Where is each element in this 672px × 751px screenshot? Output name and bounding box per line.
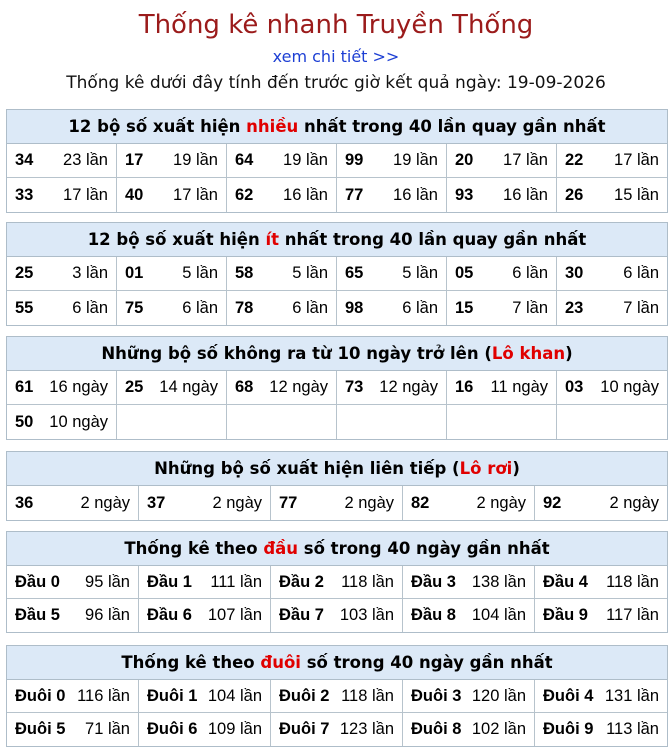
stat-value: 118 lần	[606, 572, 659, 591]
stat-key: 33	[15, 185, 34, 204]
stat-cell	[227, 144, 337, 178]
stat-key: Đuôi 0	[15, 686, 66, 705]
lo-roi-table	[6, 451, 668, 521]
stat-cell	[271, 566, 403, 599]
heading-text: nhất trong 40 lần quay gần nhất	[298, 117, 606, 136]
stat-cell	[557, 291, 667, 325]
stat-key: 05	[455, 264, 474, 282]
stat-value: 23 lần	[63, 151, 108, 169]
stat-key: 92	[543, 493, 562, 512]
stat-value: 123 lần	[339, 720, 394, 738]
section-heading	[7, 452, 667, 486]
stat-value: 3 lần	[72, 264, 108, 282]
stat-cell	[7, 680, 139, 713]
stat-cell	[139, 680, 271, 713]
stat-cell	[535, 713, 667, 746]
stat-value: 120 lần	[471, 686, 526, 705]
stat-key: 62	[235, 185, 254, 204]
stat-key: 16	[455, 378, 474, 396]
heading-text: 12 bộ số xuất hiện	[68, 117, 247, 136]
stat-cell	[271, 680, 403, 713]
stat-value: 10 ngày	[600, 378, 659, 396]
heading-text: Những bộ số xuất hiện liên tiếp (	[154, 459, 460, 478]
heading-text: nhất trong 40 lần quay gần nhất	[279, 230, 587, 249]
stat-cell	[7, 291, 117, 325]
stat-cell	[337, 405, 447, 439]
heading-text: )	[512, 459, 520, 478]
stat-key: Đuôi 7	[279, 720, 330, 738]
heading-text: số trong 40 ngày gần nhất	[298, 539, 550, 558]
stat-key: Đuôi 4	[543, 686, 594, 705]
stat-value: 7 lần	[512, 298, 548, 317]
stat-cell	[7, 599, 139, 632]
stat-value: 111 lần	[210, 572, 262, 591]
stat-value: 113 lần	[606, 720, 659, 738]
heading-highlight: nhiều	[246, 117, 299, 136]
stat-value: 6 lần	[402, 298, 438, 317]
stat-key: Đuôi 9	[543, 720, 594, 738]
heading-highlight: đuôi	[260, 653, 301, 672]
stat-cell	[7, 566, 139, 599]
stat-cell	[117, 257, 227, 291]
stat-cell	[403, 680, 535, 713]
section-heading	[7, 110, 667, 144]
stat-cell	[227, 371, 337, 405]
stat-value: 10 ngày	[49, 412, 108, 431]
stat-key: 36	[15, 493, 34, 512]
stat-cell	[227, 257, 337, 291]
stat-cell	[271, 486, 403, 520]
stat-value: 95 lần	[85, 572, 130, 591]
stat-cell	[535, 680, 667, 713]
stat-cell	[117, 144, 227, 178]
stat-cell	[535, 566, 667, 599]
stat-cell	[139, 599, 271, 632]
stat-value: 7 lần	[623, 298, 659, 317]
stat-value: 15 lần	[614, 185, 659, 204]
stat-value: 2 ngày	[476, 493, 526, 512]
stat-key: 77	[279, 493, 298, 512]
stat-cell	[337, 257, 447, 291]
stat-key: 64	[235, 151, 254, 169]
stat-key: 98	[345, 298, 364, 317]
stat-key: 03	[565, 378, 584, 396]
stat-cell	[557, 178, 667, 212]
stat-cell	[447, 291, 557, 325]
stat-key: 75	[125, 298, 144, 317]
heading-text: Thống kê theo	[121, 653, 261, 672]
stat-value: 5 lần	[402, 264, 438, 282]
stat-key: Đuôi 5	[15, 720, 66, 738]
stat-value: 6 lần	[512, 264, 548, 282]
stat-cell	[139, 486, 271, 520]
stat-value: 17 lần	[173, 185, 218, 204]
stat-key: 68	[235, 378, 254, 396]
stat-key: 55	[15, 298, 34, 317]
stat-cell	[535, 599, 667, 632]
stat-cell	[117, 371, 227, 405]
stat-key: Đuôi 8	[411, 720, 462, 738]
stat-value: 6 lần	[72, 298, 108, 317]
stat-key: 34	[15, 151, 34, 169]
stat-cell	[557, 144, 667, 178]
stat-key: 15	[455, 298, 474, 317]
stat-value: 118 lần	[341, 572, 394, 591]
stat-key: Đầu 3	[411, 572, 456, 591]
stat-key: 82	[411, 493, 430, 512]
stat-cell	[139, 566, 271, 599]
section-heading	[7, 223, 667, 257]
stat-value: 109 lần	[207, 720, 262, 738]
stat-key: Đầu 1	[147, 572, 192, 591]
stat-key: Đuôi 3	[411, 686, 462, 705]
heading-highlight: ít	[265, 230, 279, 249]
lo-khan-table	[6, 336, 668, 440]
stat-key: 99	[345, 151, 364, 169]
stat-key: Đầu 5	[15, 606, 60, 624]
stat-cell	[447, 371, 557, 405]
stat-value: 17 lần	[614, 151, 659, 169]
heading-highlight: Lô khan	[491, 344, 566, 363]
stat-cell	[117, 291, 227, 325]
stat-key: 73	[345, 378, 364, 396]
stat-key: 01	[125, 264, 144, 282]
most-frequent-table	[6, 109, 668, 213]
heading-highlight: Lô rơi	[459, 459, 513, 478]
stat-key: 50	[15, 412, 34, 431]
section-heading	[7, 337, 667, 371]
stat-value: 17 lần	[503, 151, 548, 169]
stat-cell	[117, 405, 227, 439]
stat-cell	[403, 486, 535, 520]
stat-cell	[7, 486, 139, 520]
stat-cell	[271, 599, 403, 632]
stat-key: 30	[565, 264, 584, 282]
stat-value: 19 lần	[393, 151, 438, 169]
stat-key: 37	[147, 493, 166, 512]
stat-cell	[447, 178, 557, 212]
stat-cell	[557, 257, 667, 291]
stat-key: 65	[345, 264, 364, 282]
heading-text: Những bộ số không ra từ 10 ngày trở lên (	[101, 344, 492, 363]
stat-value: 14 ngày	[159, 378, 218, 396]
stat-value: 103 lần	[339, 606, 394, 624]
stat-value: 5 lần	[292, 264, 328, 282]
stat-key: Đầu 0	[15, 572, 60, 591]
stat-cell	[403, 713, 535, 746]
stat-value: 104 lần	[471, 606, 526, 624]
stat-key: 23	[565, 298, 584, 317]
head-stats-table	[6, 531, 668, 633]
stat-key: 78	[235, 298, 254, 317]
stat-cell	[7, 178, 117, 212]
stat-value: 19 lần	[283, 151, 328, 169]
stat-value: 16 ngày	[49, 378, 108, 396]
stat-key: Đuôi 1	[147, 686, 198, 705]
stat-key: Đầu 6	[147, 606, 192, 624]
stat-value: 138 lần	[471, 572, 526, 591]
stat-value: 102 lần	[471, 720, 526, 738]
section-heading	[7, 646, 667, 680]
stat-cell	[535, 486, 667, 520]
stat-key: Đầu 7	[279, 606, 324, 624]
least-frequent-table	[6, 222, 668, 326]
stat-key: Đầu 8	[411, 606, 456, 624]
stat-value: 2 ngày	[344, 493, 394, 512]
stat-cell	[403, 599, 535, 632]
stat-value: 96 lần	[85, 606, 130, 624]
stat-value: 16 lần	[393, 185, 438, 204]
stat-cell	[557, 371, 667, 405]
stat-value: 16 lần	[503, 185, 548, 204]
stat-value: 6 lần	[623, 264, 659, 282]
stat-key: 20	[455, 151, 474, 169]
heading-highlight: đầu	[263, 539, 299, 558]
stat-cell	[7, 713, 139, 746]
stat-key: 17	[125, 151, 144, 169]
stat-key: 77	[345, 185, 364, 204]
stat-key: Đầu 4	[543, 572, 588, 591]
stat-value: 116 lần	[77, 686, 130, 705]
stat-value: 19 lần	[173, 151, 218, 169]
stat-cell	[447, 405, 557, 439]
stat-value: 2 ngày	[609, 493, 659, 512]
view-details-link[interactable]: xem chi tiết >>	[272, 47, 400, 66]
stat-value: 104 lần	[207, 686, 262, 705]
stat-value: 6 lần	[292, 298, 328, 317]
stat-key: 93	[455, 185, 474, 204]
stat-cell	[337, 178, 447, 212]
heading-text: 12 bộ số xuất hiện	[87, 230, 266, 249]
stat-value: 2 ngày	[212, 493, 262, 512]
heading-text: Thống kê theo	[124, 539, 264, 558]
stat-value: 12 ngày	[269, 378, 328, 396]
stat-value: 5 lần	[182, 264, 218, 282]
stat-value: 71 lần	[85, 720, 130, 738]
heading-text: số trong 40 ngày gần nhất	[300, 653, 553, 672]
stat-key: 25	[15, 264, 34, 282]
stat-cell	[7, 371, 117, 405]
stat-cell	[117, 178, 227, 212]
stat-cell	[337, 371, 447, 405]
stat-key: Đuôi 2	[279, 686, 330, 705]
stat-value: 16 lần	[283, 185, 328, 204]
stat-key: Đầu 9	[543, 606, 588, 624]
stat-cell	[7, 405, 117, 439]
stat-key: 22	[565, 151, 584, 169]
stat-key: Đầu 2	[279, 572, 324, 591]
stat-value: 6 lần	[182, 298, 218, 317]
stat-cell	[7, 144, 117, 178]
stat-cell	[227, 291, 337, 325]
stat-cell	[447, 144, 557, 178]
stat-cell	[271, 713, 403, 746]
stat-cell	[557, 405, 667, 439]
stat-key: Đuôi 6	[147, 720, 198, 738]
stat-cell	[227, 178, 337, 212]
stat-value: 118 lần	[341, 686, 394, 705]
stat-cell	[337, 291, 447, 325]
tail-stats-table	[6, 645, 668, 747]
stat-value: 2 ngày	[80, 493, 130, 512]
stat-value: 11 ngày	[490, 378, 548, 396]
heading-text: )	[565, 344, 573, 363]
stat-value: 107 lần	[207, 606, 262, 624]
stat-key: 25	[125, 378, 144, 396]
stat-value: 12 ngày	[379, 378, 438, 396]
stat-cell	[227, 405, 337, 439]
stat-cell	[7, 257, 117, 291]
stat-value: 117 lần	[606, 606, 659, 624]
stat-cell	[447, 257, 557, 291]
section-heading	[7, 532, 667, 566]
stat-value: 131 lần	[604, 686, 659, 705]
stat-key: 58	[235, 264, 254, 282]
stat-key: 40	[125, 185, 144, 204]
stat-cell	[337, 144, 447, 178]
stat-cell	[403, 566, 535, 599]
stat-key: 61	[15, 378, 34, 396]
stat-value: 17 lần	[63, 185, 108, 204]
stat-key: 26	[565, 185, 584, 204]
page-title: Thống kê nhanh Truyền Thống	[138, 10, 534, 40]
page-subtitle: Thống kê dưới đây tính đến trước giờ kết quả ngày: 19-09-2026	[66, 73, 606, 93]
stat-cell	[139, 713, 271, 746]
